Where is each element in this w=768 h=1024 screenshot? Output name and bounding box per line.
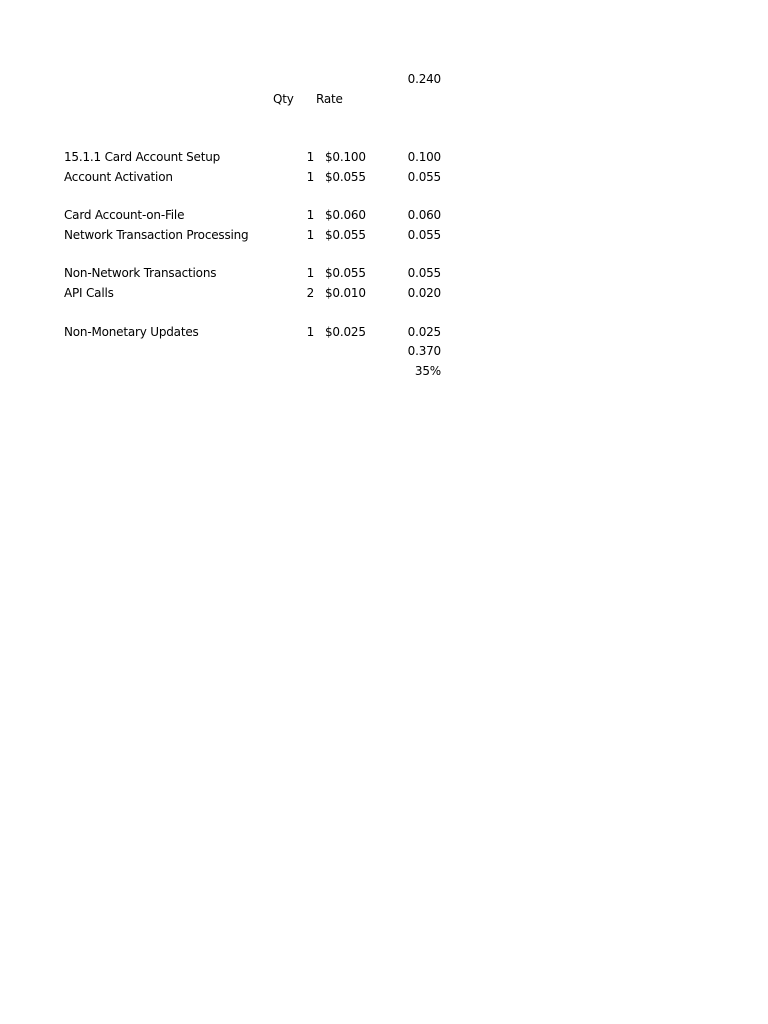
row-qty: 2 <box>306 286 314 300</box>
row-rate: $0.055 <box>325 266 366 280</box>
row-qty: 1 <box>306 150 314 164</box>
row-label: Card Account-on-File <box>64 208 185 222</box>
row-label: Network Transaction Processing <box>64 228 249 242</box>
row-qty: 1 <box>306 266 314 280</box>
row-rate: $0.100 <box>325 150 366 164</box>
row-amount: 0.055 <box>407 266 441 280</box>
row-label: Account Activation <box>64 170 173 184</box>
row-rate: $0.055 <box>325 170 366 184</box>
rate-column-header: Rate <box>316 92 343 106</box>
total-amount-cell: 0.370 <box>407 344 441 358</box>
row-qty: 1 <box>306 208 314 222</box>
row-amount: 0.055 <box>407 170 441 184</box>
top-amount-cell: 0.240 <box>407 72 441 86</box>
row-label: API Calls <box>64 286 114 300</box>
row-amount: 0.055 <box>407 228 441 242</box>
percent-cell: 35% <box>414 364 441 378</box>
qty-column-header: Qty <box>273 92 294 106</box>
row-rate: $0.060 <box>325 208 366 222</box>
row-rate: $0.055 <box>325 228 366 242</box>
row-qty: 1 <box>306 170 314 184</box>
row-qty: 1 <box>306 325 314 339</box>
row-amount: 0.025 <box>407 325 441 339</box>
row-qty: 1 <box>306 228 314 242</box>
row-label: Non-Monetary Updates <box>64 325 199 339</box>
row-rate: $0.025 <box>325 325 366 339</box>
row-amount: 0.100 <box>407 150 441 164</box>
row-label: 15.1.1 Card Account Setup <box>64 150 221 164</box>
row-rate: $0.010 <box>325 286 366 300</box>
row-label: Non-Network Transactions <box>64 266 217 280</box>
row-amount: 0.020 <box>407 286 441 300</box>
row-amount: 0.060 <box>407 208 441 222</box>
